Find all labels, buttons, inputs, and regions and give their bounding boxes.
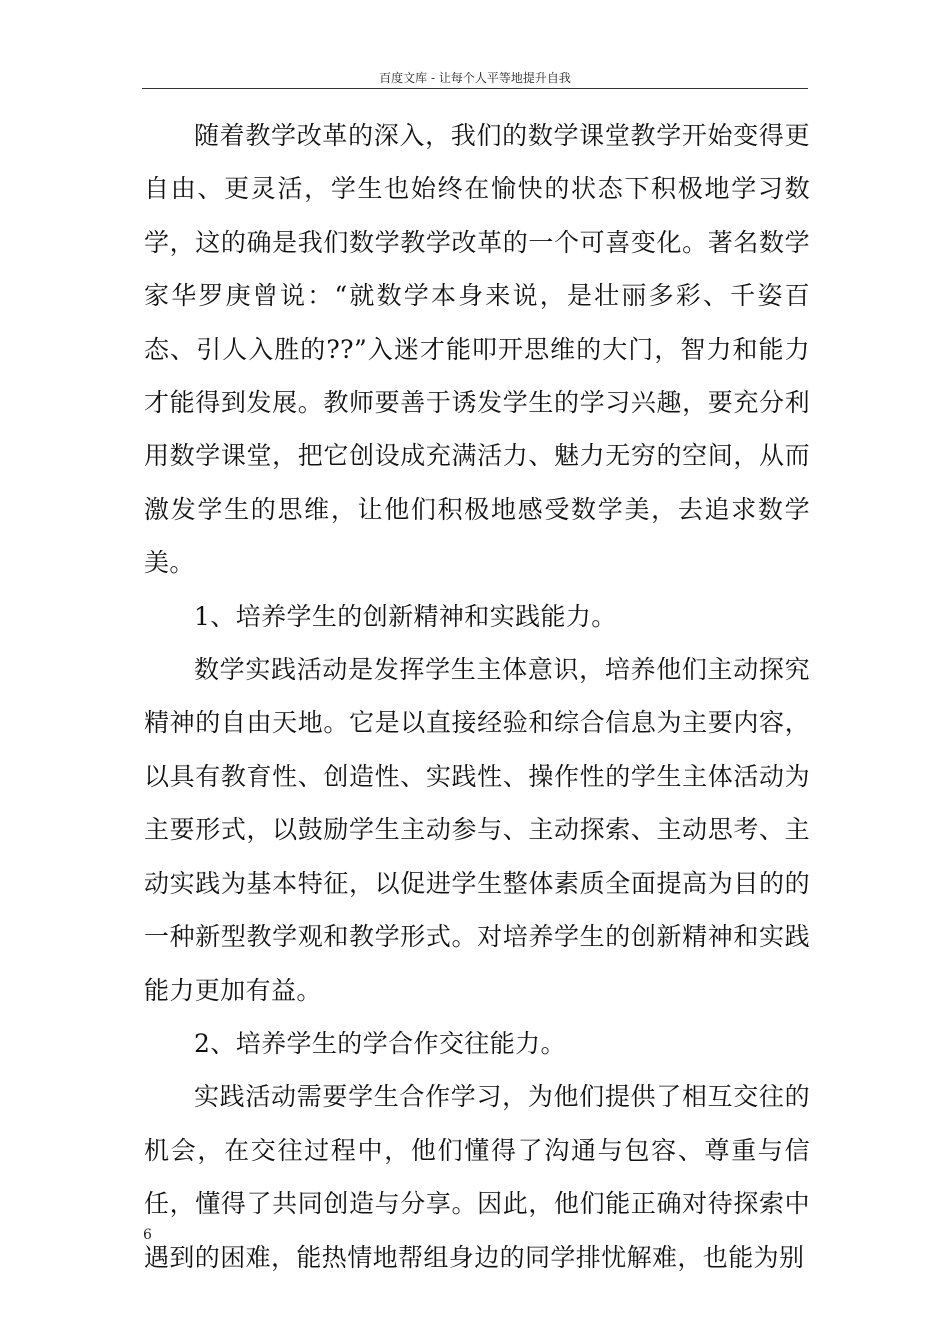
page-number: 6 — [143, 1227, 152, 1243]
document-body — [144, 109, 810, 1284]
section-heading-1: 1、培养学生的创新精神和实践能力。 — [194, 601, 617, 631]
paragraph-intro: 随着教学改革的深入，我们的数学课堂教学开始变得更自由、更灵活，学生也始终在愉快的状态下积极地学习数学，这的确是我们数学教学改革的一个可喜变化。著名数学家华罗庚曾说：“就数学本身来说，是壮丽多彩、千姿百态、引人入胜的??”入迷才能叩开思维的大门，智力和能力才能得到发展。教师要善于诱发学生的学习兴趣，要充分利用数学课堂，把它创设成充满活力、魅力无穷的空间，从而激发学生的思维，让他们积极地感受数学美，去追求数学美。 — [144, 121, 810, 578]
header-divider — [142, 88, 808, 89]
section-heading-2: 2、培养学生的学合作交往能力。 — [194, 1028, 566, 1058]
paragraph-section-2: 实践活动需要学生合作学习，为他们提供了相互交往的机会，在交往过程中，他们懂得了沟通与包容、尊重与信任，懂得了共同创造与分享。因此，他们能正确对待探索中遇到的困难，能热情地帮组身边的同学排忧解难，也能为别 — [144, 1082, 810, 1272]
page-header: 百度文库 - 让每个人平等地提升自我 — [379, 71, 571, 85]
paragraph-section-1: 数学实践活动是发挥学生主体意识，培养他们主动探究精神的自由天地。它是以直接经验和综合信息为主要内容，以具有教育性、创造性、实践性、操作性的学生主体活动为主要形式，以鼓励学生主动参与、主动探索、主动思考、主动实践为基本特征，以促进学生整体素质全面提高为目的的一种新型教学观和教学形式。对培养学生的创新精神和实践能力更加有益。 — [144, 655, 810, 1005]
